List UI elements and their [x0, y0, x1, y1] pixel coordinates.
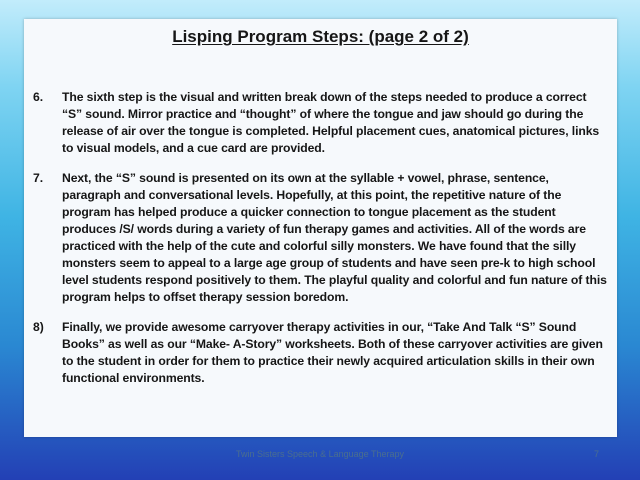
item-text: Next, the “S” sound is presented on its own at the syllable + vowel, phrase, sentence, paragraph and conversational levels. Hopefully, at this point, the repetitive nature of the program has helped produce a quicker connection to tongue placement as the student produces /S/ words during a variety of fun therapy games and activities. All of the words are practiced with the help of the cute and colorful silly monsters. We have found that the silly monsters seem to appeal to a large age group of students and have seen pre-k to high school level students respond positively to them. The playful quality and colorful and fun nature of this program helps to offset therapy session boredom. [62, 171, 607, 304]
item-number: 6. [33, 90, 44, 104]
slide-title: Lisping Program Steps: (page 2 of 2) [172, 27, 469, 46]
item-number: 7. [33, 171, 44, 185]
steps-list [33, 89, 607, 400]
item-number: 8) [33, 320, 44, 334]
footer-text: Twin Sisters Speech & Language Therapy [236, 449, 404, 459]
list-item [33, 170, 607, 306]
item-text: The sixth step is the visual and written break down of the steps needed to produce a correct “S” sound. Mirror practice and “thought” of where the tongue and jaw should go during the release of air over the tongue is completed. Helpful placement cues, anatomical pictures, links to visual models, and a cue card are provided. [62, 90, 600, 155]
slide-panel [24, 19, 617, 437]
page-number: 7 [594, 449, 600, 459]
item-text: Finally, we provide awesome carryover therapy activities in our, “Take And Talk “S” Sound Books” as well as our “Make- A-Story” worksheets. Both of these carryover activities are given to the student in order for them to practice their newly acquired articulation skills in their own functional environments. [62, 320, 603, 385]
list-item [33, 89, 607, 157]
list-item [33, 319, 607, 387]
